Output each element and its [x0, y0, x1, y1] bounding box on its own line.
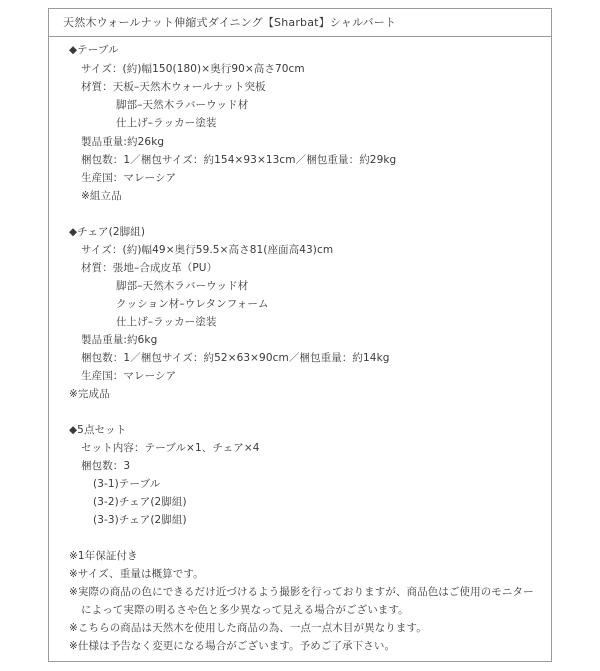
note-color: ※実際の商品の色にできるだけ近づけるよう撮影を行っておりますが、商品色はご使用のモニター: [69, 586, 534, 598]
spec-panel: [48, 8, 552, 662]
table-material-legs: 脚部–天然木ラバーウッド材: [116, 99, 249, 111]
note-approximate: ※サイズ、重量は概算です。: [69, 568, 204, 580]
set-heading: ◆5点セット: [69, 424, 127, 436]
table-packages: 梱包数：1／梱包サイズ：約154×93×13cm／梱包重量：約29kg: [81, 154, 397, 166]
table-material-finish: 仕上げ–ラッカー塗装: [116, 117, 217, 129]
chair-material-legs: 脚部–天然木ラバーウッド材: [116, 280, 249, 292]
chair-material: 材質：張地–合成皮革（PU）: [81, 262, 218, 274]
note-spec-change: ※仕様は予告なく変更になる場合がございます。予めご了承下さい。: [69, 640, 396, 652]
table-heading: ◆テーブル: [69, 44, 119, 56]
table-note: ※組立品: [81, 190, 122, 202]
chair-material-cushion: クッション材–ウレタンフォーム: [116, 298, 269, 310]
set-item-chair-1: (3-2)チェア(2脚組): [93, 496, 187, 508]
table-origin: 生産国：マレーシア: [81, 172, 177, 184]
chair-material-finish: 仕上げ–ラッカー塗装: [116, 316, 217, 328]
page-title: 天然木ウォールナット伸縮式ダイニング【Sharbat】シャルバート: [49, 9, 551, 37]
set-item-chair-2: (3-3)チェア(2脚組): [93, 514, 187, 526]
chair-weight: 製品重量:約6kg: [81, 334, 158, 346]
note-color-cont: によって実際の明るさや色と多少異なって見える場合がございます。: [81, 604, 409, 616]
chair-size: サイズ：(約)幅49×奥行59.5×高さ81(座面高43)cm: [81, 244, 334, 256]
set-contents: セット内容：テーブル×1、チェア×4: [81, 442, 260, 454]
note-warranty: ※1年保証付き: [69, 550, 138, 562]
table-size: サイズ：(約)幅150(180)×奥行90×高さ70cm: [81, 63, 305, 75]
chair-packages: 梱包数：1／梱包サイズ：約52×63×90cm／梱包重量：約14kg: [81, 352, 390, 364]
note-wood-grain: ※こちらの商品は天然木を使用した商品の為、一点一点木目が異なります。: [69, 622, 427, 634]
set-item-table: (3-1)テーブル: [93, 478, 161, 490]
chair-heading: ◆チェア(2脚組): [69, 226, 146, 238]
chair-note: ※完成品: [69, 388, 110, 400]
chair-origin: 生産国：マレーシア: [81, 370, 177, 382]
table-material: 材質：天板–天然木ウォールナット突板: [81, 81, 266, 93]
table-weight: 製品重量:約26kg: [81, 136, 165, 148]
set-packages: 梱包数：3: [81, 460, 131, 472]
